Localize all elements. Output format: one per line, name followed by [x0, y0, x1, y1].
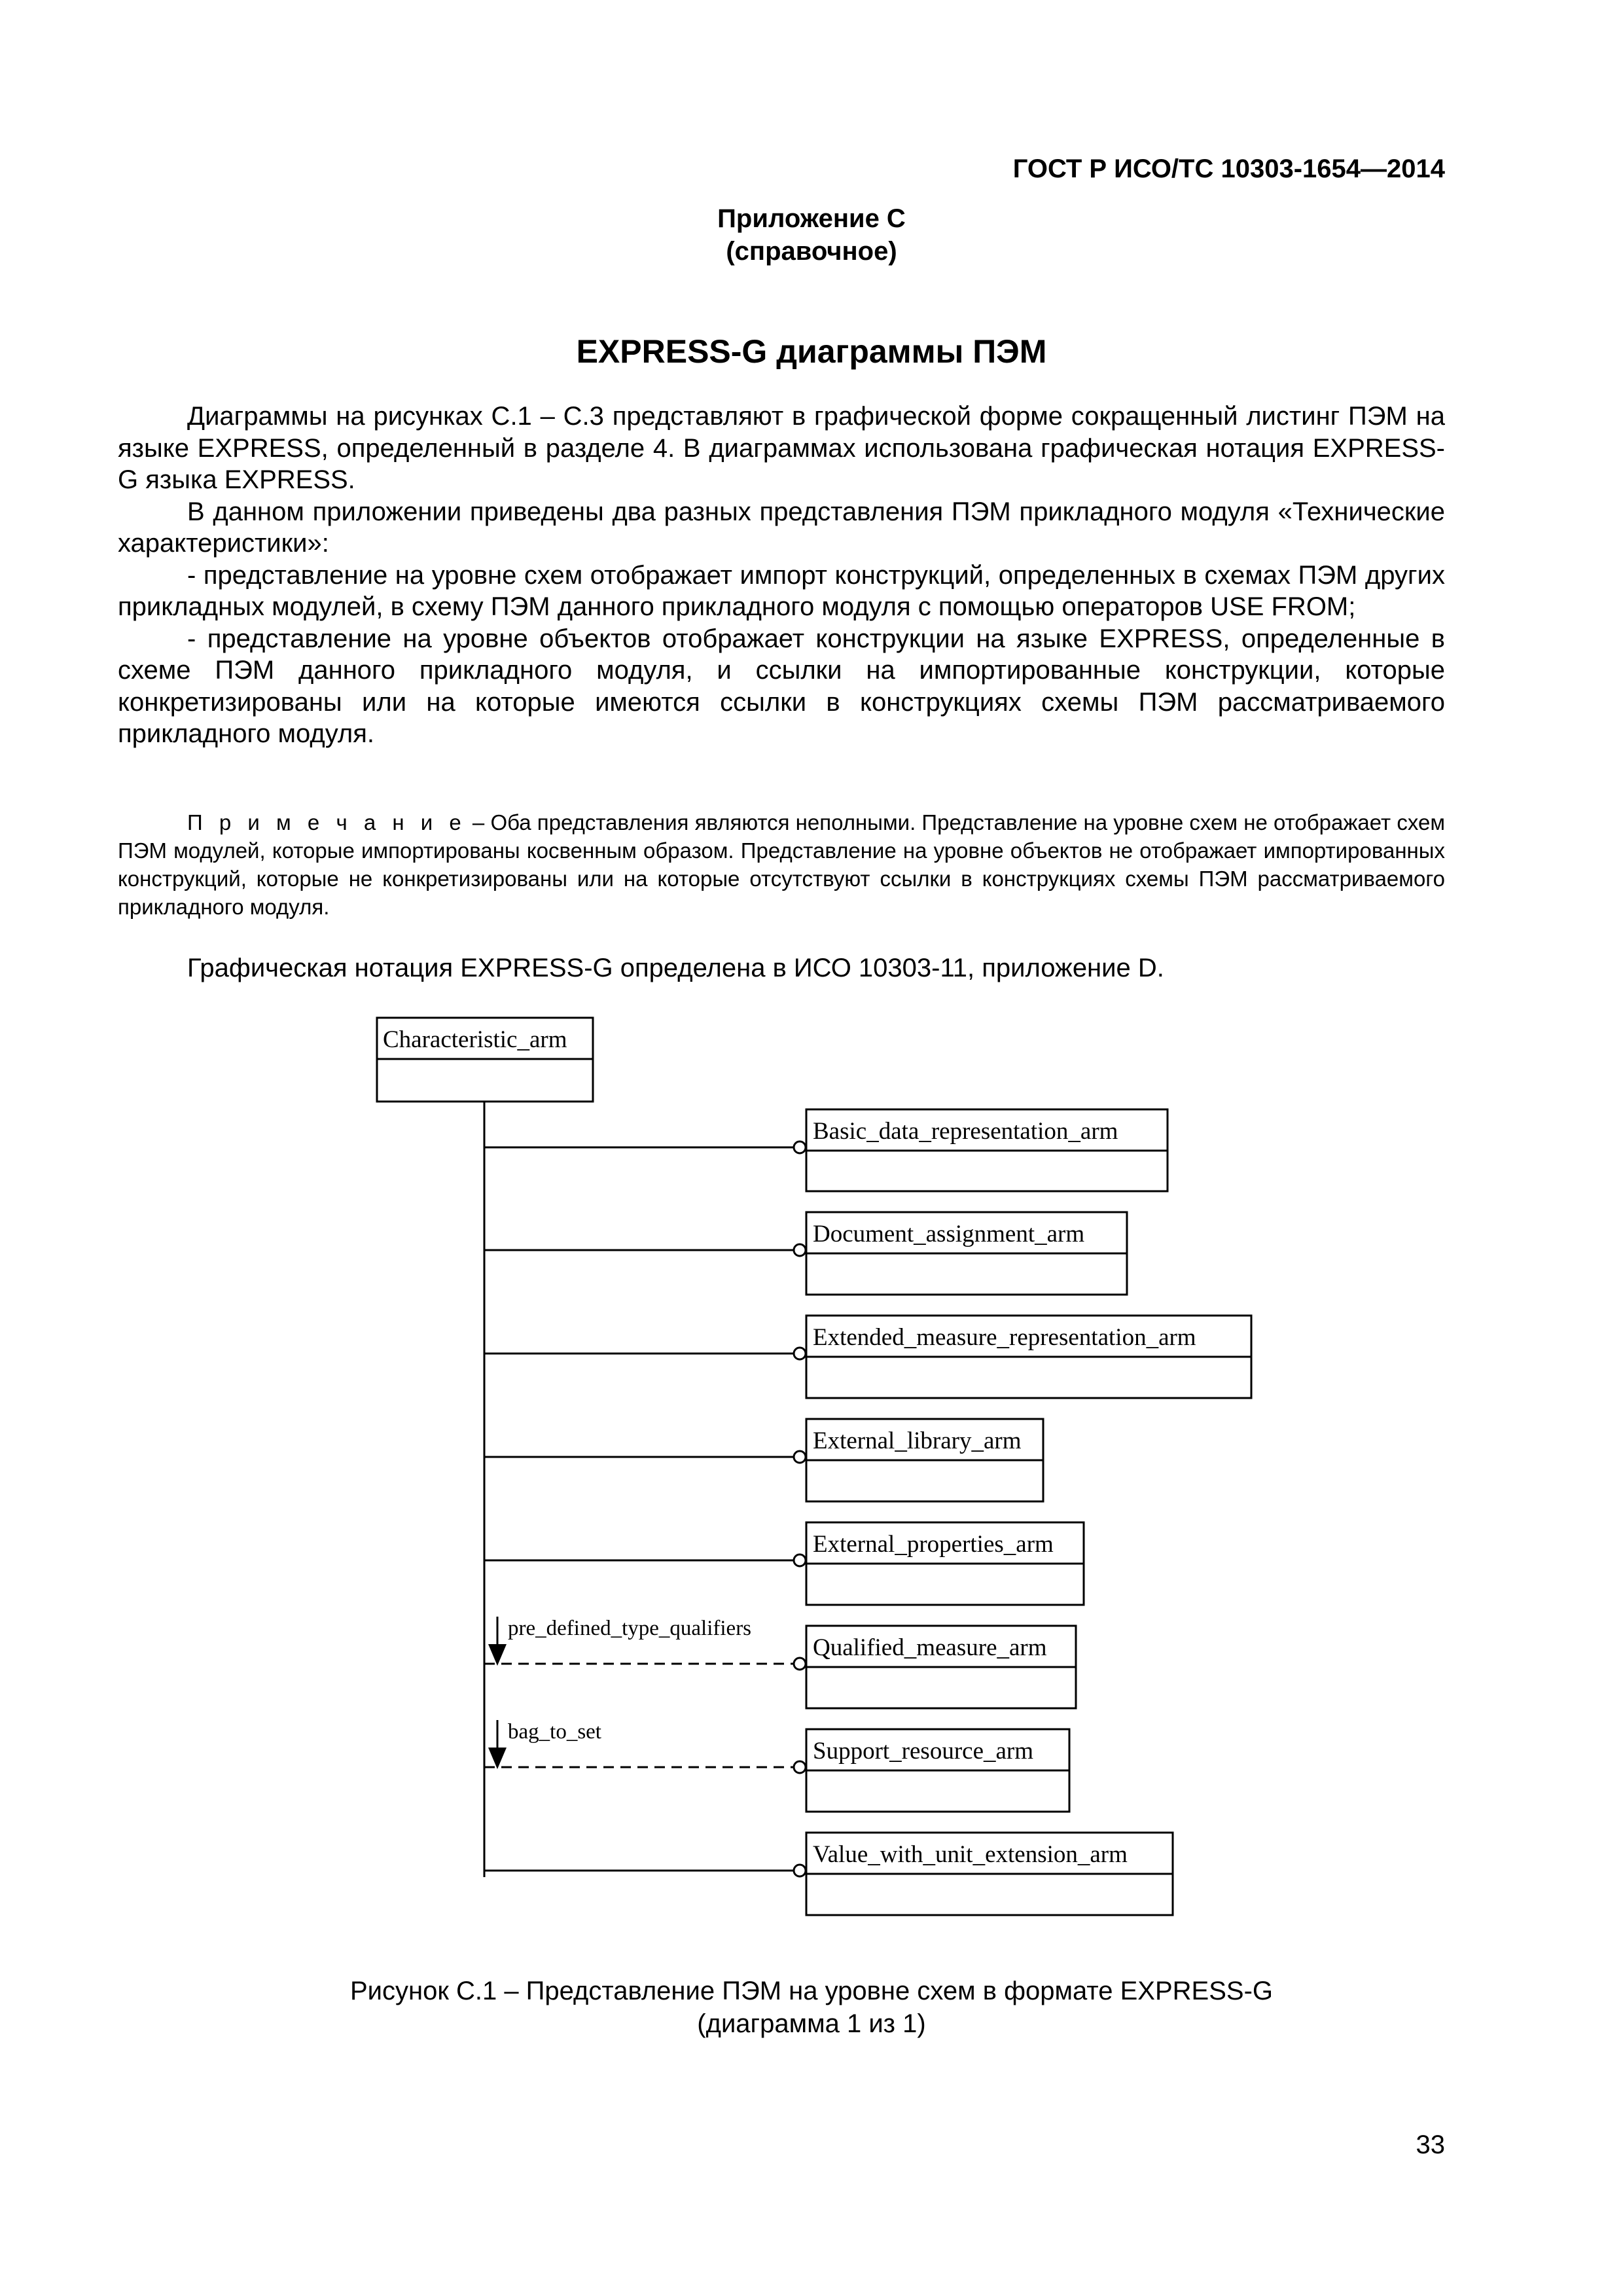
figure-caption: Рисунок С.1 – Представление ПЭМ на уровне схем в формате EXPRESS-G: [349, 1977, 1274, 2005]
connector-end-circle-1: [794, 1141, 806, 1153]
page-number: 33: [1416, 2130, 1445, 2159]
standard-id: ГОСТ Р ИСО/ТС 10303-1654—2014: [1012, 154, 1445, 183]
root-schema-label: Characteristic_arm: [383, 1026, 567, 1053]
schema-label-7: Support_resource_arm: [813, 1738, 1034, 1765]
reference-arrow-head-1: [488, 1644, 507, 1666]
appendix-type: (справочное): [726, 237, 897, 266]
notation-line: Графическая нотация EXPRESS-G определена в ИСО 10303-11, приложение D.: [187, 954, 1164, 982]
schema-label-5: External_properties_arm: [813, 1531, 1054, 1558]
schema-label-1: Basic_data_representation_arm: [813, 1118, 1118, 1145]
paragraph-4: - представление на уровне объектов отображает конструкции на языке EXPRESS, определенные в схеме ПЭМ данного прикладного модуля, и ссылки на импортированные конструкции, которые конкретизированы или на которые имеются ссылки в конструкциях схемы ПЭМ рассматриваемого прикладного модуля.: [118, 624, 1445, 748]
connector-end-circle-2: [794, 1244, 806, 1256]
paragraph-2: В данном приложении приведены два разных представления ПЭМ прикладного модуля «Технические характеристики»:: [118, 497, 1445, 558]
connector-end-circle-6: [794, 1658, 806, 1670]
paragraph-3: - представление на уровне схем отображает импорт конструкций, определенных в схемах ПЭМ других прикладных модулей, в схему ПЭМ данного прикладного модуля с помощью операторов USE FROM;: [118, 560, 1445, 621]
schema-label-8: Value_with_unit_extension_arm: [813, 1841, 1128, 1868]
connector-end-circle-5: [794, 1554, 806, 1566]
paragraph-1: Диаграммы на рисунках С.1 – С.3 представляют в графической форме сокращенный листинг ПЭМ на языке EXPRESS, определенный в разделе 4. В диаграммах использована графическая нотация EXPRESS-G языка EXPRESS.: [118, 402, 1445, 494]
schema-label-2: Document_assignment_arm: [813, 1221, 1085, 1247]
schema-label-3: Extended_measure_representation_arm: [813, 1324, 1196, 1351]
schema-label-6: Qualified_measure_arm: [813, 1634, 1047, 1661]
note-text: – Оба представления являются неполными. Представление на уровне схем не отображает схем ПЭМ модулей, которые импортированы косвенным образом. Представление на уровне объектов не отображает импортированных конструкций, которые не конкретизированы или на которые отсутствуют ссылки в конструкциях схемы ПЭМ рассматриваемого прикладного модуля.: [118, 810, 1446, 919]
section-title: EXPRESS-G диаграммы ПЭМ: [576, 333, 1047, 370]
connector-end-circle-4: [794, 1451, 806, 1463]
figure-caption-subline: (диаграмма 1 из 1): [697, 2009, 926, 2038]
reference-label-2: bag_to_set: [508, 1720, 601, 1744]
reference-arrow-head-2: [488, 1748, 507, 1769]
note-label: П р и м е ч а н и е: [187, 810, 467, 834]
connector-end-circle-8: [794, 1865, 806, 1876]
appendix-title: Приложение С: [717, 204, 906, 233]
connector-end-circle-7: [794, 1761, 806, 1773]
connector-end-circle-3: [794, 1348, 806, 1359]
schema-label-4: External_library_arm: [813, 1427, 1022, 1454]
reference-label-1: pre_defined_type_qualifiers: [508, 1617, 752, 1640]
